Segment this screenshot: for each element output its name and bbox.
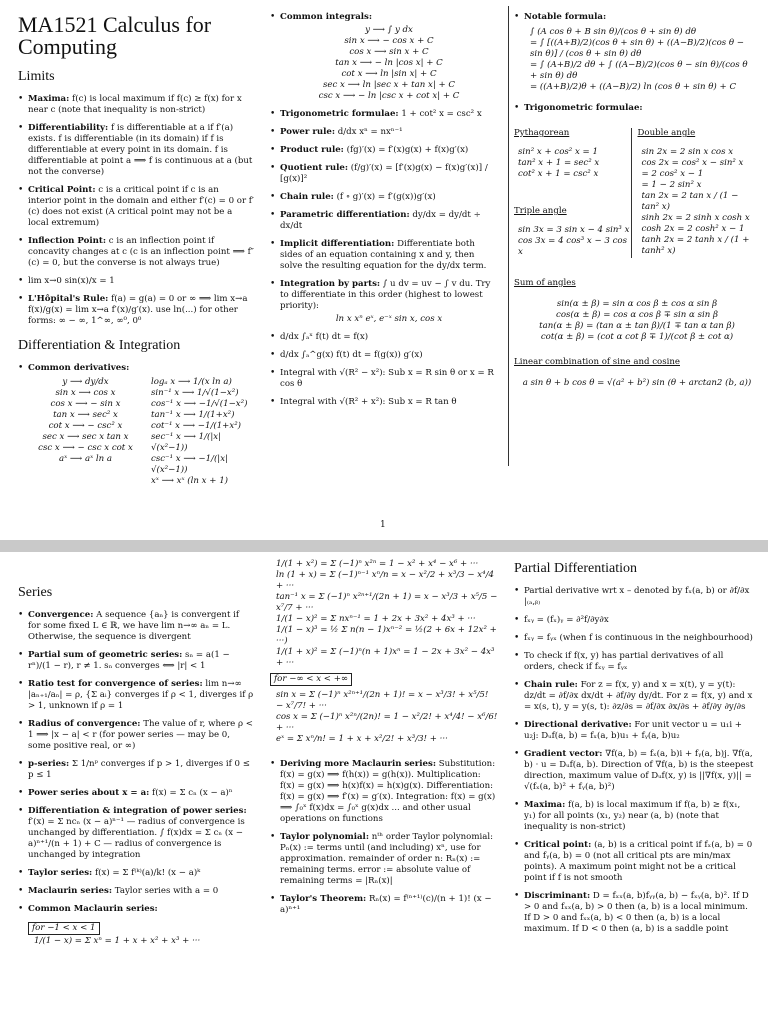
- rule-item: [270, 127, 498, 138]
- double-angle-identities: sin 2x = 2 sin x cos x cos 2x = cos² x − sin² x = 2 cos² x − 1 = 1 − 2 sin² x tan 2x = 2 tan x / (1 − tan² x) sinh 2x = 2 sinh x cosh x cosh 2x = 2 cosh² x − 1 tanh 2x = 2 tanh x / (1 + tanh² x): [641, 147, 750, 256]
- deriving-term: Deriving more Maclaurin series:: [280, 759, 437, 769]
- limits-term: Differentiability:: [28, 122, 109, 133]
- rule-term: Implicit differentiation:: [280, 239, 395, 249]
- rule-text: d/dx ∫ₐˣ f(t) dt = f(x): [280, 332, 369, 342]
- rule-formula: y ⟶ ∫ y dx sin x ⟶ − cos x + C cos x ⟶ sin x + C tan x ⟶ − ln |cos x| + C cot x ⟶ ln |sin x| + C sec x ⟶ ln |sec x + tan x| + C csc x ⟶ − ln |csc x + cot x| + C: [318, 25, 460, 101]
- common-derivatives-item: [18, 363, 254, 488]
- double-angle-label: Double angle: [637, 128, 696, 138]
- series-list: [18, 610, 254, 915]
- pythagorean-label: Pythagorean: [514, 128, 570, 138]
- partial-text: For z = f(x, y) and x = x(t), y = y(t): dz/dt = ∂f/∂x dx/dt + ∂f/∂y dy/dt. For z = f(x, y) and x = x(s, t), y = y(s, t): ∂z/∂s = ∂f/∂x ∂x/∂s + ∂f/∂y ∂y/∂s: [524, 679, 753, 712]
- rule-text: (fg)′(x) = f′(x)g(x) + f(x)g′(x): [346, 145, 469, 155]
- rule-item: [270, 109, 498, 120]
- notable-formula-label: Notable formula:: [524, 12, 607, 22]
- rule-term: Product rule:: [280, 145, 344, 155]
- series-term: Maclaurin series:: [28, 885, 113, 896]
- deriving-text: Rₙ(x) = f⁽ⁿ⁺¹⁾(c)/(n + 1)! (x − a)ⁿ⁺¹: [280, 894, 492, 915]
- series-item: [18, 610, 254, 643]
- rule-term: Chain rule:: [280, 192, 334, 202]
- rule-text: Integral with √(R² + x²): Sub x = R tan θ: [280, 397, 457, 407]
- page2-column-2: [270, 558, 498, 923]
- page2-column-1: [18, 574, 254, 948]
- limits-list: [18, 94, 254, 327]
- limits-heading: Limits: [18, 69, 55, 84]
- triple-angle-label: Triple angle: [514, 206, 567, 216]
- deriving-term: Taylor's Theorem:: [280, 894, 367, 904]
- rule-term: Common integrals:: [280, 12, 373, 22]
- series-item: [18, 904, 254, 915]
- rule-formula: ln x xⁿ eˣ, e⁻ˣ sin x, cos x: [335, 314, 443, 324]
- series-term: Ratio test for convergence of series:: [28, 678, 203, 689]
- series-term: Taylor series:: [28, 867, 93, 878]
- limits-item: [18, 94, 254, 116]
- series-term: Power series about x = a:: [28, 787, 150, 798]
- limits-text: lim x→0 sin(x)/x = 1: [28, 275, 115, 286]
- series-text: lim n→∞ |aₙ₊₁/aₙ| = ρ, {Σ aᵢ} converges if ρ < 1, diverges if ρ > 1, unknown if ρ = 1: [28, 678, 254, 711]
- series-item: [18, 650, 254, 672]
- partial-text: Partial derivative wrt x – denoted by fₓ(a, b) or ∂f/∂x |₍ₐ,ᵦ₎: [524, 585, 750, 607]
- series-text: f(x) = Σ cₙ (x − a)ⁿ: [152, 787, 233, 798]
- triple-angle-identities: sin 3x = 3 sin x − 4 sin³ x cos 3x = 4 cos³ x − 3 cos x: [518, 225, 630, 257]
- partial-item: [514, 720, 754, 742]
- limits-item: [18, 294, 254, 327]
- sum-of-angles-identities: sin(α ± β) = sin α cos β ± cos α sin β cos(α ± β) = cos α cos β ∓ sin α sin β tan(α ± β) = (tan α ± tan β)/(1 ∓ tan α tan β) cot(α ± β) = (cot α cot β ∓ 1)/(cot β ± cot α): [539, 299, 735, 342]
- rule-item: [270, 368, 498, 390]
- series-item: [18, 759, 254, 781]
- series-text: Σ 1/nᵖ converges if p > 1, diverges if 0 ≤ p ≤ 1: [28, 758, 250, 780]
- maclaurin-series-list-2: sin x = Σ (−1)ⁿ x²ⁿ⁺¹/(2n + 1)! = x − x³/3! + x⁵/5! − x⁷/7! + ··· cos x = Σ (−1)ⁿ x²ⁿ/(2n)! = 1 − x²/2! + x⁴/4! − x⁶/6! + ··· eˣ = Σ xⁿ/n! = 1 + x + x²/2! + x³/3! + ···: [276, 690, 498, 744]
- deriving-text: Substitution: f(x) = g(x) ⟹ f(h(x)) = g(h(x)). Multiplication: f(x) = g(x) ⟹ h(x)f(x) = h(x)g(x). Differentiation: f(x) = g(x) ⟹ f′(x) = g′(x). Integration: f(x) = g(x) ⟹ ∫₀ˣ f(x)dx = ∫₀ˣ g(x)dx ... and other usual operations on functions: [280, 759, 496, 824]
- deriving-item: [270, 759, 498, 825]
- maclaurin-series-list: 1/(1 + x²) = Σ (−1)ⁿ x²ⁿ = 1 − x² + x⁴ − x⁶ + ··· ln (1 + x) = Σ (−1)ⁿ⁻¹ xⁿ/n = x − x²/2 + x³/3 − x⁴/4 + ··· tan⁻¹ x = Σ (−1)ⁿ x²ⁿ⁺¹/(2n + 1) = x − x³/3 + x⁵/5 − x⁷/7 + ··· 1/(1 − x)² = Σ nxⁿ⁻¹ = 1 + 2x + 3x² + 4x³ + ··· 1/(1 − x)³ = ½ Σ n(n − 1)xⁿ⁻² = ½(2 + 6x + 12x² + ···) 1/(1 + x)² = Σ (−1)ⁿ(n + 1)xⁿ = 1 − 2x + 3x² − 4x³ + ···: [276, 559, 498, 668]
- rule-text: (f/g)′(x) = [f′(x)g(x) − f(x)g′(x)] / [g(x)]²: [280, 163, 488, 184]
- page1-column-1: [18, 12, 254, 495]
- partial-text: fₓᵧ = (fₓ)ᵧ = ∂²f/∂y∂x: [524, 614, 609, 625]
- series-term: Differentiation & integration of power series:: [28, 805, 247, 816]
- rule-term: Trigonometric formulae:: [280, 109, 399, 119]
- rule-item: [270, 12, 498, 102]
- deriving-list: [270, 759, 498, 916]
- limits-item: [18, 185, 254, 229]
- partial-term: Maxima:: [524, 799, 566, 810]
- rule-term: Power rule:: [280, 127, 336, 137]
- rule-text: Integral with √(R² − x²): Sub x = R sin θ or x = R cos θ: [280, 368, 494, 389]
- rule-item: [270, 163, 498, 185]
- maclaurin-geometric: 1/(1 − x) = Σ xⁿ = 1 + x + x² + x³ + ···: [34, 935, 201, 946]
- limits-text: c is a critical point if c is an interior point in the domain and either f′(c) = 0 or f′(c) does not exist (A critical point may not be a local extremum): [28, 184, 254, 228]
- series-item: [18, 886, 254, 897]
- rule-item: [270, 210, 498, 232]
- series-text: sₙ = a(1 − rⁿ)/(1 − r), r ≠ 1. sₙ converges ⟺ |r| < 1: [28, 649, 230, 671]
- derivatives-left: y ⟶ dy/dx sin x ⟶ cos x cos x ⟶ − sin x tan x ⟶ sec² x cot x ⟶ − csc² x sec x ⟶ sec x tan x csc x ⟶ − csc x cot x aˣ ⟶ aˣ ln a: [38, 376, 133, 464]
- page1-column-3: [514, 12, 754, 390]
- rule-item: [270, 350, 498, 361]
- rule-text: 1 + cot² x = csc² x: [401, 109, 482, 119]
- rule-text: d/dx ∫ₐ^g(x) f(t) dt = f(g(x)) g′(x): [280, 350, 423, 360]
- linear-combination-label: Linear combination of sine and cosine: [514, 357, 680, 367]
- series-item: [18, 868, 254, 879]
- page2-column-3: [514, 558, 754, 942]
- page1-column-divider: [508, 6, 509, 466]
- rule-text: (f ∘ g)′(x) = f′(g(x))g′(x): [336, 192, 436, 202]
- document-title: MA1521 Calculus for Computing: [18, 12, 212, 59]
- page1-column-2: [270, 12, 498, 415]
- rule-text: d/dx xⁿ = nxⁿ⁻¹: [337, 127, 403, 137]
- series-text: A sequence {aₙ} is convergent if for some fixed L ∈ ℝ, we have lim n→∞ aₙ = L. Otherwise, the sequence is divergent: [28, 609, 240, 642]
- partial-item: [514, 615, 754, 626]
- trig-formulae-item: [514, 103, 754, 114]
- partial-term: Discriminant:: [524, 890, 591, 901]
- series-item: [18, 679, 254, 712]
- series-term: Radius of convergence:: [28, 718, 141, 729]
- series-item: [18, 806, 254, 861]
- partial-list: [514, 586, 754, 935]
- partial-item: [514, 633, 754, 644]
- partial-item: [514, 840, 754, 884]
- partial-item: [514, 800, 754, 833]
- series-term: p-series:: [28, 758, 70, 769]
- rule-item: [270, 239, 498, 272]
- page-separator: [0, 540, 768, 552]
- partial-text: To check if f(x, y) has partial derivatives of all orders, check if fₓᵧ = fᵧₓ: [524, 650, 724, 672]
- limits-text: f(a) = g(a) = 0 or ∞ ⟹ lim x→a f(x)/g(x) = lim x→a f′(x)/g′(x). use ln(...) for other forms: ∞ − ∞, 1^∞, ∞⁰, 0⁰: [28, 293, 248, 326]
- limits-item: [18, 123, 254, 178]
- rule-term: Parametric differentiation:: [280, 210, 410, 220]
- series-text: Taylor series with a = 0: [114, 885, 219, 896]
- partial-term: Gradient vector:: [524, 748, 603, 759]
- partial-item: [514, 749, 754, 793]
- rule-term: Quotient rule:: [280, 163, 349, 173]
- limits-term: Inflection Point:: [28, 235, 107, 246]
- partial-heading: Partial Differentiation: [514, 561, 637, 576]
- limits-term: Critical Point:: [28, 184, 96, 195]
- series-text: f′(x) = Σ ncₙ (x − a)ⁿ⁻¹ — radius of convergence is unchanged by differentiation. ∫ f(x)dx = Σ cₙ (x − a)ⁿ⁺¹/(n + 1) + C — radius of convergence is unchanged by integration: [28, 816, 245, 860]
- sum-of-angles-label: Sum of angles: [514, 278, 576, 288]
- limits-text: c is an inflection point if concavity changes at c (c is an inflection point ⟹ f″(c) = 0, but the converse is not always true): [28, 235, 255, 268]
- trig-table: [514, 128, 754, 258]
- notable-formula: ∫ (A cos θ + B sin θ)/(cos θ + sin θ) dθ = ∫ [((A+B)/2)(cos θ + sin θ) + ((A−B)/2)(cos θ − sin θ)] / (cos θ + sin θ) dθ = ∫ (A+B)/2 dθ + ∫ ((A−B)/2)(cos θ − sin θ)/(cos θ + sin θ) dθ = ((A+B)/2)θ + ((A−B)/2) ln (cos θ + sin θ) + C: [530, 27, 748, 92]
- deriving-text: nᵗʰ order Taylor polynomial: Pₙ(x) := terms until (and including) xⁿ, use for approximation. remainder of order n: Rₙ(x) := remaining terms. error := absolute value of remaining terms = |Rₙ(x)|: [280, 832, 494, 886]
- partial-item: [514, 651, 754, 673]
- rule-item: [270, 397, 498, 408]
- partial-term: Directional derivative:: [524, 719, 632, 730]
- partial-item: [514, 586, 754, 608]
- notable-formula-item: [514, 12, 754, 93]
- calculus-rules-list: [270, 12, 498, 408]
- limits-item: [18, 276, 254, 287]
- series-term: Common Maclaurin series:: [28, 903, 158, 914]
- series-item: [18, 719, 254, 752]
- rule-term: Integration by parts:: [280, 279, 381, 289]
- partial-item: [514, 891, 754, 935]
- partial-text: For unit vector u = u₁i + u₂j: Dᵤf(a, b) = fₓ(a, b)u₁ + fᵧ(a, b)u₂: [524, 719, 743, 741]
- trig-formulae-label: Trigonometric formulae:: [524, 103, 643, 113]
- partial-text: ∇f(a, b) = fₓ(a, b)i + fᵧ(a, b)j. ∇f(a, b) · u = Dᵤf(a, b). Direction of ∇f(a, b) is the steepest direction, maximum value of Dᵤf(x, y) is ||∇f(x, y)|| = √(fₓ(a, b)² + fᵧ(a, b)²): [524, 748, 754, 792]
- rule-text: ∫ u dv = uv − ∫ v du. Try to differentiate in this order (highest to lowest priority):: [280, 279, 491, 311]
- limits-text: f is differentiable at a if f′(a) exists. f is differentiable (in its domain) if f is differentiable at every point in its domain. f is differentiable at point a ⟹ f is continuous at a (but not the converse): [28, 122, 253, 177]
- common-derivatives-label: Common derivatives:: [28, 362, 130, 373]
- partial-text: (a, b) is a critical point if fₓ(a, b) = 0 and fᵧ(a, b) = 0 (not all critical pts are min/max points). A maximum point might not be a critical point if f is not smooth: [524, 839, 753, 883]
- rule-text: dy/dx = dy/dt ÷ dx/dt: [280, 210, 481, 231]
- deriving-item: [270, 894, 498, 916]
- partial-text: D = fₓₓ(a, b)fᵧᵧ(a, b) − fₓᵧ(a, b)². If D > 0 and fₓₓ(a, b) > 0 then (a, b) is a local minimum. If D > 0 and fₓₓ(a, b) < 0 then (a, b) is a local maximum. If D < 0 then (a, b) is a saddle point: [524, 890, 749, 934]
- series-term: Convergence:: [28, 609, 94, 620]
- rule-text: Differentiate both sides of an equation containing x and y, then solve the resulting equation for the dy/dx term.: [280, 239, 487, 271]
- series-text: f(x) = Σ f⁽ᵏ⁾(a)/k! (x − a)ᵏ: [94, 867, 201, 878]
- series-item: [18, 788, 254, 799]
- deriving-item: [270, 832, 498, 887]
- series-heading: Series: [18, 585, 53, 600]
- limits-text: f(c) is local maximum if f(c) ≥ f(x) for x near c (note that inequality is non-strict): [28, 93, 242, 115]
- partial-text: fₓᵧ = fᵧₓ (when f is continuous in the neighbourhood): [524, 632, 753, 643]
- diff-heading: Differentiation & Integration: [18, 337, 181, 353]
- maclaurin-range-box: for −1 < x < 1: [28, 922, 100, 935]
- series-text: The value of r, where ρ < 1 ⟹ |x − a| < r (for power series — may be 0, some positive real, or ∞): [28, 718, 253, 751]
- partial-term: Chain rule:: [524, 679, 578, 690]
- deriving-term: Taylor polynomial:: [280, 832, 369, 842]
- rule-item: [270, 192, 498, 203]
- limits-item: [18, 236, 254, 269]
- partial-term: Critical point:: [524, 839, 592, 850]
- derivatives-right: logₐ x ⟶ 1/(x ln a) sin⁻¹ x ⟶ 1/√(1−x²) cos⁻¹ x ⟶ −1/√(1−x²) tan⁻¹ x ⟶ 1/(1+x²) cot⁻¹ x ⟶ −1/(1+x²) sec⁻¹ x ⟶ 1/(|x|√(x²−1)) csc⁻¹ x ⟶ −1/(|x|√(x²−1)) xˣ ⟶ xˣ (ln x + 1): [151, 376, 248, 486]
- rule-item: [270, 332, 498, 343]
- partial-item: [514, 680, 754, 713]
- limits-term: L'Hôpital's Rule:: [28, 293, 109, 304]
- pythagorean-identities: sin² x + cos² x = 1 tan² x + 1 = sec² x cot² x + 1 = csc² x: [518, 147, 600, 179]
- maclaurin-range-box-2: for −∞ < x < +∞: [270, 673, 352, 686]
- series-term: Partial sum of geometric series:: [28, 649, 183, 660]
- page-2: [0, 552, 768, 1024]
- limits-term: Maxima:: [28, 93, 70, 104]
- page-number: 1: [380, 520, 386, 530]
- linear-combination-formula: a sin θ + b cos θ = √(a² + b²) sin (θ + arctan2 (b, a)): [522, 378, 752, 388]
- rule-item: [270, 279, 498, 325]
- rule-item: [270, 145, 498, 156]
- partial-text: f(a, b) is local maximum if f(a, b) ≥ f(x₁, y₁) for all points (x₁, y₂) near (a, b) (note that inequality is non-strict): [524, 799, 741, 832]
